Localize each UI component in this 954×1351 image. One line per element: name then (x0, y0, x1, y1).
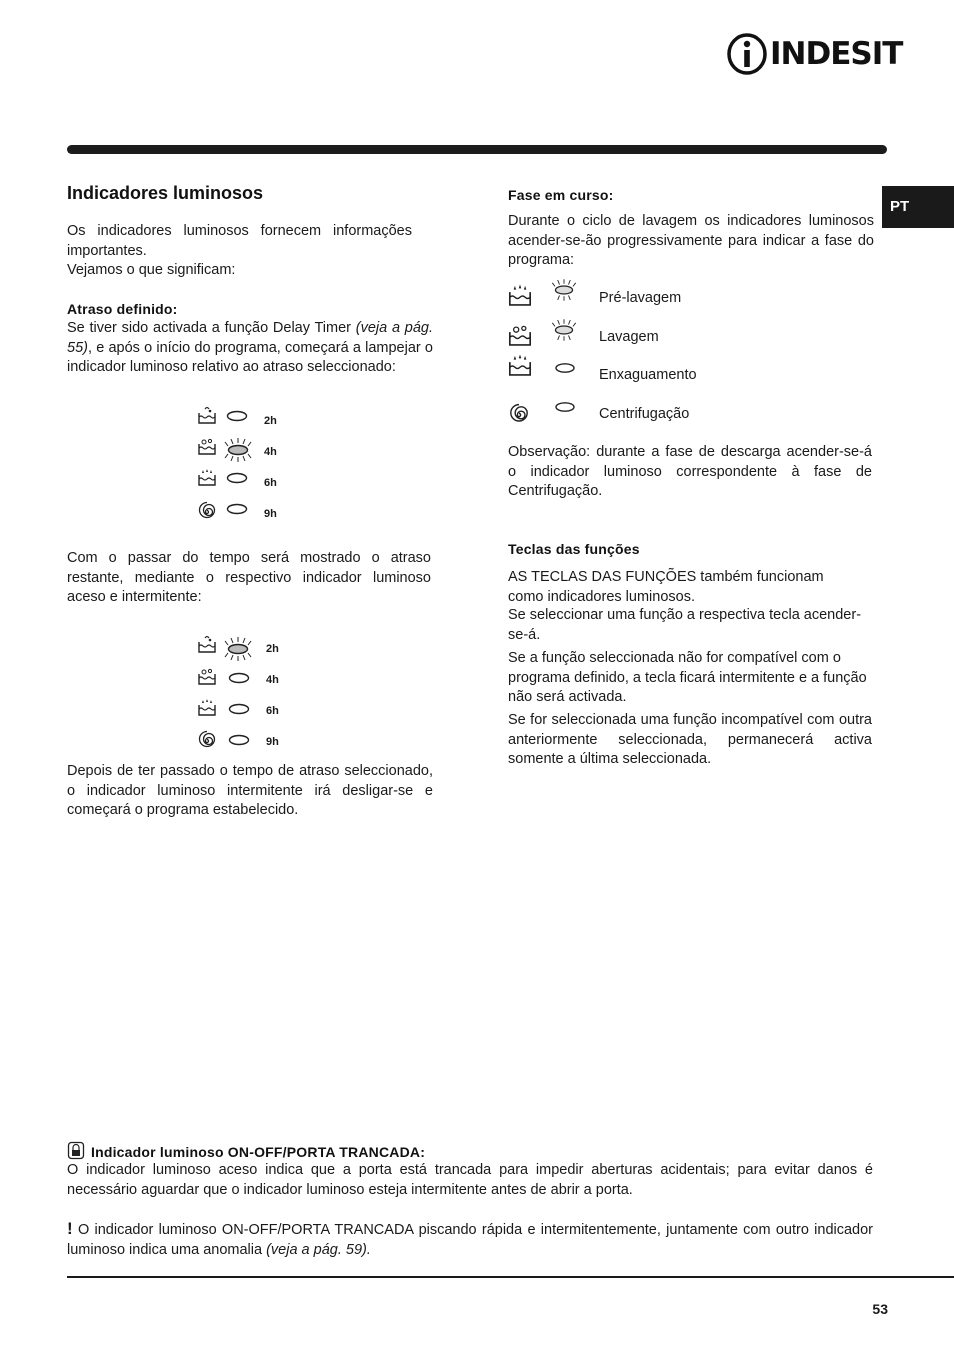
phase-note: Observação: durante a fase de descarga acender-se-á o indicador luminoso correspondente à fase de Centrifugação. (508, 444, 872, 499)
warning-text: ! O indicador luminoso ON-OFF/PORTA TRANCADA piscando rápida e intermitentemente, juntamente com outro indicador luminoso indica uma anomalia (veja a pág. 59). (67, 1219, 873, 1258)
delay-label: 2h (264, 415, 277, 427)
warning-page-ref: (veja a pág. 59). (266, 1241, 371, 1258)
wash-icon (196, 666, 218, 688)
delay-label: 6h (266, 705, 279, 717)
delay-text: Se tiver sido activada a função Delay Timer (veja a pág. 55), e após o início do programa, começará a lampejar o indicador luminoso relativo ao atraso seleccionado: (67, 320, 433, 375)
spin-icon (196, 730, 218, 752)
rinse-icon (196, 467, 218, 489)
warning-mark: ! (67, 1219, 73, 1238)
led-off-icon (228, 672, 250, 684)
indesit-i-logo-icon (726, 32, 768, 76)
spin-icon (196, 501, 218, 523)
rinse-icon (196, 697, 218, 719)
function-keys-text-1: AS TECLAS DAS FUNÇÕES também funcionam como indicadores luminosos. (508, 569, 824, 605)
delay-heading: Atraso definido: (67, 301, 178, 317)
prewash-icon (196, 405, 218, 427)
led-off-icon (226, 503, 248, 515)
after-delay-text: Depois de ter passado o tempo de atraso seleccionado, o indicador luminoso intermitente irá desligar-se e começará o programa estabelecido. (67, 763, 433, 818)
page-number: 53 (872, 1301, 888, 1317)
footer-rule (67, 1276, 954, 1278)
led-blinking-icon (546, 318, 582, 342)
led-off-icon (226, 410, 248, 422)
rinse-icon (506, 352, 534, 380)
phase-heading: Fase em curso: (508, 187, 614, 203)
section-title: Indicadores luminosos (67, 183, 264, 203)
spin-icon (507, 403, 531, 427)
led-off-icon (554, 362, 576, 374)
header-rule (67, 145, 887, 154)
function-keys-text-1b: Se seleccionar uma função a respectiva tecla acender-se-á. (508, 607, 862, 643)
intro-text-2: Vejamos o que significam: (67, 262, 236, 278)
brand-name: INDESIT (770, 36, 903, 72)
language-tab: PT (882, 186, 954, 228)
phase-label-spin: Centrifugação (599, 406, 690, 422)
led-blinking-icon (218, 636, 258, 662)
delay-label: 4h (266, 674, 279, 686)
phase-diagram (506, 278, 876, 428)
delay-label: 9h (264, 508, 277, 520)
indesit-logo (726, 32, 903, 76)
phase-text: Durante o ciclo de lavagem os indicadores luminosos acender-se-ão progressivamente para indicar a fase do programa: (508, 213, 874, 268)
lock-icon (67, 1141, 85, 1160)
remaining-text: Com o passar do tempo será mostrado o atraso restante, mediante o respectivo indicador luminoso aceso e intermitente: (67, 550, 431, 605)
wash-icon (506, 322, 534, 350)
led-blinking-icon (218, 437, 258, 463)
lock-heading: Indicador luminoso ON-OFF/PORTA TRANCADA: (91, 1144, 426, 1160)
delay-label: 9h (266, 736, 279, 748)
phase-label-wash: Lavagem (599, 329, 659, 345)
prewash-icon (506, 282, 534, 310)
led-off-icon (554, 401, 576, 413)
phase-label-prewash: Pré-lavagem (599, 290, 682, 306)
function-keys-text-2: Se a função seleccionada não for compatível com o programa definido, a tecla ficará intermitente e a função não será activada. (508, 650, 867, 705)
phase-label-rinse: Enxaguamento (599, 367, 697, 383)
delay-label: 6h (264, 477, 277, 489)
wash-icon (196, 436, 218, 458)
lock-text: O indicador luminoso aceso indica que a porta está trancada para impedir aberturas acidentais; para evitar danos é necessário aguardar que o indicador luminoso esteja intermitente antes de abrir a porta. (67, 1162, 873, 1198)
intro-text: Os indicadores luminosos fornecem informações importantes. (67, 223, 412, 259)
delay-page-ref: (veja a pág. 55) (67, 320, 433, 356)
delay-label: 4h (264, 446, 277, 458)
led-off-icon (228, 703, 250, 715)
delay-diagram-1 (196, 405, 296, 527)
delay-diagram-2 (196, 634, 296, 756)
delay-label: 2h (266, 643, 279, 655)
function-keys-text-3: Se for seleccionada uma função incompatível com outra anteriormente seleccionada, permanecerá activa somente a última seleccionada. (508, 712, 872, 767)
prewash-icon (196, 634, 218, 656)
led-blinking-icon (546, 278, 582, 302)
led-off-icon (228, 734, 250, 746)
led-off-icon (226, 472, 248, 484)
function-keys-heading: Teclas das funções (508, 541, 640, 557)
